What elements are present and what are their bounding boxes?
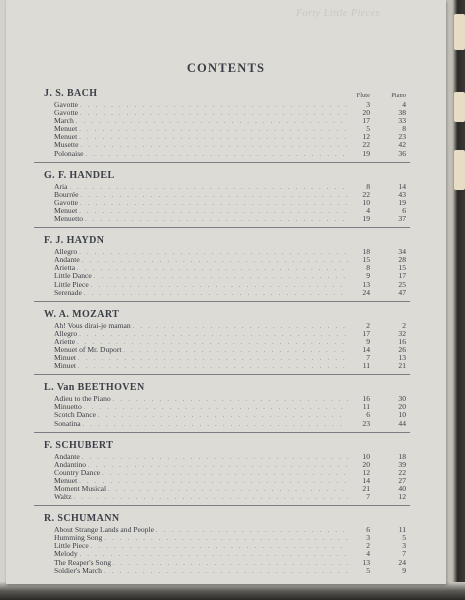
- dot-leader: [78, 355, 348, 363]
- dot-leader: [74, 494, 348, 502]
- dot-leader: [156, 527, 348, 535]
- piece-title: Andantino: [54, 459, 87, 469]
- dot-leader: [91, 543, 348, 551]
- dot-leader: [70, 184, 349, 192]
- contents-entry: [54, 559, 406, 567]
- piano-page: 12: [398, 492, 406, 502]
- contents-entry: [54, 567, 406, 575]
- piano-page: 47: [398, 287, 406, 297]
- flute-page: 2: [366, 320, 370, 330]
- piano-page: 7: [402, 549, 406, 559]
- dot-leader: [80, 192, 348, 200]
- piano-page: 5: [402, 533, 406, 543]
- flute-page: 17: [362, 116, 370, 126]
- piano-page: 22: [398, 467, 406, 477]
- contents-entry: [54, 256, 406, 264]
- piece-title: Andante: [54, 255, 80, 265]
- piece-title: Soldier's March: [54, 565, 102, 575]
- dot-leader: [76, 118, 348, 126]
- flute-page: 7: [366, 492, 370, 502]
- page-title: CONTENTS: [186, 61, 266, 75]
- dot-leader: [84, 290, 348, 298]
- contents-entry: [54, 207, 406, 215]
- piece-title: Menuet: [54, 124, 78, 134]
- piece-title: Adieu to the Piano: [54, 394, 111, 404]
- dot-leader: [104, 568, 348, 576]
- section-header: [44, 379, 406, 393]
- piano-page: 40: [398, 484, 406, 493]
- contents-entry: [54, 289, 406, 297]
- piano-page: 21: [398, 361, 406, 371]
- piano-page: 8: [402, 124, 406, 134]
- piano-page: 37: [398, 214, 406, 224]
- dot-leader: [80, 551, 348, 559]
- piece-title: March: [54, 116, 74, 126]
- piece-title: Menuet: [54, 205, 78, 215]
- page-tab: [454, 14, 465, 50]
- piano-page: 14: [398, 181, 406, 191]
- piece-title: Little Dance: [54, 271, 92, 281]
- piece-title: Menuet of Mr. Duport: [54, 344, 122, 354]
- flute-page: 5: [366, 565, 370, 575]
- piece-title: Gavotte: [54, 100, 79, 109]
- flute-page: 22: [362, 140, 370, 150]
- dot-leader: [88, 462, 348, 470]
- contents-entry: [54, 403, 406, 411]
- dot-leader: [79, 126, 348, 134]
- piece-title: Humming Song: [54, 533, 103, 543]
- dot-leader: [124, 347, 349, 355]
- dot-leader: [91, 282, 348, 290]
- dot-leader: [108, 486, 348, 494]
- contents-entry: [54, 109, 406, 117]
- piano-page: 39: [398, 459, 406, 469]
- piece-title: Arietta: [54, 263, 76, 273]
- piano-page: 17: [398, 271, 406, 281]
- flute-page: 13: [362, 279, 370, 289]
- dot-leader: [133, 323, 348, 331]
- piano-page: 32: [398, 328, 406, 338]
- flute-page: 23: [362, 418, 370, 428]
- dot-leader: [79, 331, 348, 339]
- contents-entry: [54, 453, 406, 461]
- page-edge-right: [446, 0, 465, 600]
- piano-page: 11: [398, 525, 406, 535]
- piano-column-header: Piano: [391, 92, 406, 99]
- piece-title: Andante: [54, 451, 80, 461]
- piano-page: 44: [398, 418, 406, 428]
- page-edge-bottom: [0, 582, 465, 600]
- piano-page: 19: [398, 197, 406, 207]
- piano-page: 25: [398, 279, 406, 289]
- piano-page: 18: [398, 451, 406, 461]
- composer-section: [44, 85, 406, 163]
- flute-page: 11: [362, 361, 370, 371]
- piano-page: 16: [398, 336, 406, 346]
- piano-page: 3: [402, 541, 406, 551]
- composer-section: [44, 510, 406, 575]
- piece-title: Bourrée: [54, 189, 79, 199]
- composer-name: R. SCHUMANN: [44, 513, 120, 525]
- flute-page: 8: [366, 263, 370, 273]
- dot-leader: [86, 151, 348, 159]
- contents-entry: [54, 117, 406, 125]
- piano-page: 6: [402, 205, 406, 215]
- section-header: [44, 85, 406, 99]
- contents-entry: [54, 101, 406, 109]
- contents-entry: [54, 362, 406, 370]
- piano-page: 43: [398, 189, 406, 199]
- flute-page: 4: [366, 205, 370, 215]
- section-divider: [34, 162, 410, 163]
- dot-leader: [79, 208, 348, 216]
- piece-title: Little Piece: [54, 279, 89, 289]
- piano-page: 2: [402, 320, 406, 330]
- contents-entry: [54, 248, 406, 256]
- contents-entry: [54, 534, 406, 542]
- flute-page: 14: [362, 475, 370, 485]
- section-divider: [34, 374, 410, 375]
- composer-name: W. A. MOZART: [44, 308, 120, 320]
- piano-page: 38: [398, 108, 406, 118]
- contents-entry: [54, 281, 406, 289]
- flute-page: 9: [366, 271, 370, 281]
- composer-name: F. J. HAYDN: [44, 235, 105, 247]
- piano-page: 27: [398, 475, 406, 485]
- section-header: [44, 510, 406, 524]
- flute-page: 6: [366, 525, 370, 535]
- contents-entry: [54, 191, 406, 199]
- dot-leader: [80, 142, 348, 150]
- piece-title: Aria: [54, 181, 68, 191]
- piano-page: 34: [398, 247, 406, 257]
- show-through-text: Forty Little Pieces: [296, 8, 380, 19]
- piano-page: 23: [398, 132, 406, 142]
- contents-entry: [54, 411, 406, 419]
- flute-page: 19: [362, 214, 370, 224]
- piece-title: Melody: [54, 549, 78, 559]
- piece-title: Sonatina: [54, 418, 81, 428]
- dot-leader: [82, 454, 348, 462]
- piano-page: 36: [398, 148, 406, 158]
- section-header: [44, 232, 406, 246]
- flute-page: 15: [362, 255, 370, 265]
- composer-name: G. F. HANDEL: [44, 169, 115, 181]
- dot-leader: [113, 560, 348, 568]
- dot-leader: [98, 412, 348, 420]
- dot-leader: [80, 200, 348, 208]
- contents-entry: [54, 272, 406, 280]
- piece-title: Menuet: [54, 475, 78, 485]
- piece-title: Gavotte: [54, 108, 79, 118]
- flute-page: 11: [362, 402, 370, 412]
- flute-page: 6: [366, 410, 370, 420]
- contents-list: [44, 85, 406, 575]
- piano-page: 10: [398, 410, 406, 420]
- piece-title: Scotch Dance: [54, 410, 96, 420]
- contents-entry: [54, 542, 406, 550]
- contents-entry: [54, 199, 406, 207]
- contents-entry: [54, 346, 406, 354]
- piano-page: 24: [398, 557, 406, 567]
- contents-entry: [54, 469, 406, 477]
- piece-title: Menuet: [54, 132, 78, 142]
- piano-page: 9: [402, 565, 406, 575]
- section-divider: [34, 301, 410, 302]
- composer-section: [44, 232, 406, 302]
- composer-name: J. S. BACH: [44, 88, 98, 99]
- piece-title: Serenade: [54, 287, 82, 297]
- dot-leader: [82, 257, 348, 265]
- piece-title: Ariette: [54, 336, 76, 346]
- flute-page: 3: [366, 533, 370, 543]
- flute-page: 21: [362, 484, 370, 493]
- piece-title: Ah! Vous dirai-je maman: [54, 320, 131, 330]
- contents-entry: [54, 354, 406, 362]
- flute-page: 10: [362, 451, 370, 461]
- contents-entry: [54, 215, 406, 223]
- flute-page: 12: [362, 467, 370, 477]
- composer-section: [44, 167, 406, 228]
- piece-title: Allegro: [54, 247, 78, 257]
- page-tab: [454, 150, 465, 190]
- flute-page: 14: [362, 344, 370, 354]
- piece-title: Minuet: [54, 361, 76, 371]
- flute-page: 10: [362, 197, 370, 207]
- dot-leader: [113, 396, 348, 404]
- dot-leader: [77, 265, 348, 273]
- piano-page: 15: [398, 263, 406, 273]
- composer-section: [44, 306, 406, 376]
- dot-leader: [79, 134, 348, 142]
- piano-page: 30: [398, 394, 406, 404]
- piece-title: Allegro: [54, 328, 78, 338]
- contents-entry: [54, 420, 406, 428]
- flute-page: 3: [366, 100, 370, 109]
- piece-title: About Strange Lands and People: [54, 525, 154, 535]
- contents-entry: [54, 330, 406, 338]
- piece-title: Moment Musical: [54, 484, 107, 493]
- piece-title: Gavotte: [54, 197, 79, 207]
- section-header: [44, 306, 406, 320]
- flute-page: 2: [366, 541, 370, 551]
- flute-page: 8: [366, 181, 370, 191]
- dot-leader: [80, 102, 348, 110]
- section-header: [44, 167, 406, 181]
- dot-leader: [80, 110, 348, 118]
- flute-page: 4: [366, 549, 370, 559]
- flute-page: 9: [366, 336, 370, 346]
- piece-title: Country Dance: [54, 467, 101, 477]
- piece-title: Waltz: [54, 492, 72, 502]
- contents-entry: [54, 526, 406, 534]
- flute-page: 13: [362, 557, 370, 567]
- piece-title: Musette: [54, 140, 79, 150]
- piano-page: 42: [398, 140, 406, 150]
- flute-page: 20: [362, 459, 370, 469]
- composer-section: [44, 437, 406, 507]
- page-tab: [454, 92, 465, 122]
- dot-leader: [79, 249, 348, 257]
- dot-leader: [102, 470, 348, 478]
- flute-page: 24: [362, 287, 370, 297]
- flute-page: 16: [362, 394, 370, 404]
- flute-page: 7: [366, 353, 370, 363]
- piece-title: Minuet: [54, 353, 76, 363]
- contents-entry: [54, 141, 406, 149]
- flute-page: 5: [366, 124, 370, 134]
- dot-leader: [84, 404, 348, 412]
- piece-title: The Reaper's Song: [54, 557, 112, 567]
- piano-page: 13: [398, 353, 406, 363]
- flute-page: 12: [362, 132, 370, 142]
- contents-entry: [54, 322, 406, 330]
- piano-page: 33: [398, 116, 406, 126]
- dot-leader: [85, 216, 348, 224]
- piece-title: Minuetto: [54, 402, 82, 412]
- dot-leader: [78, 363, 348, 371]
- contents-entry: [54, 150, 406, 158]
- contents-entry: [54, 461, 406, 469]
- flute-page: 17: [362, 328, 370, 338]
- piano-page: 4: [402, 100, 406, 109]
- contents-entry: [54, 395, 406, 403]
- piece-title: Polonaise: [54, 148, 84, 158]
- piano-page: 20: [398, 402, 406, 412]
- section-divider: [34, 227, 410, 228]
- contents-entry: [54, 133, 406, 141]
- piano-page: 28: [398, 255, 406, 265]
- piece-title: Little Piece: [54, 541, 89, 551]
- flute-page: 22: [362, 189, 370, 199]
- dot-leader: [94, 273, 348, 281]
- flute-page: 18: [362, 247, 370, 257]
- flute-page: 19: [362, 148, 370, 158]
- composer-name: F. SCHUBERT: [44, 439, 114, 451]
- piece-title: Menuetto: [54, 214, 84, 224]
- dot-leader: [83, 421, 348, 429]
- dot-leader: [104, 535, 348, 543]
- composer-name: L. Van BEETHOVEN: [44, 382, 145, 394]
- contents-entry: [54, 183, 406, 191]
- flute-column-header: Flute: [356, 92, 370, 99]
- section-divider: [34, 505, 410, 506]
- contents-entry: [54, 485, 406, 493]
- dot-leader: [79, 478, 348, 486]
- contents-entry: [54, 125, 406, 133]
- section-header: [44, 437, 406, 451]
- contents-entry: [54, 264, 406, 272]
- flute-page: 20: [362, 108, 370, 118]
- piano-page: 26: [398, 344, 406, 354]
- contents-entry: [54, 493, 406, 501]
- section-divider: [34, 432, 410, 433]
- contents-page: [6, 0, 446, 584]
- composer-section: [44, 379, 406, 432]
- contents-entry: [54, 477, 406, 485]
